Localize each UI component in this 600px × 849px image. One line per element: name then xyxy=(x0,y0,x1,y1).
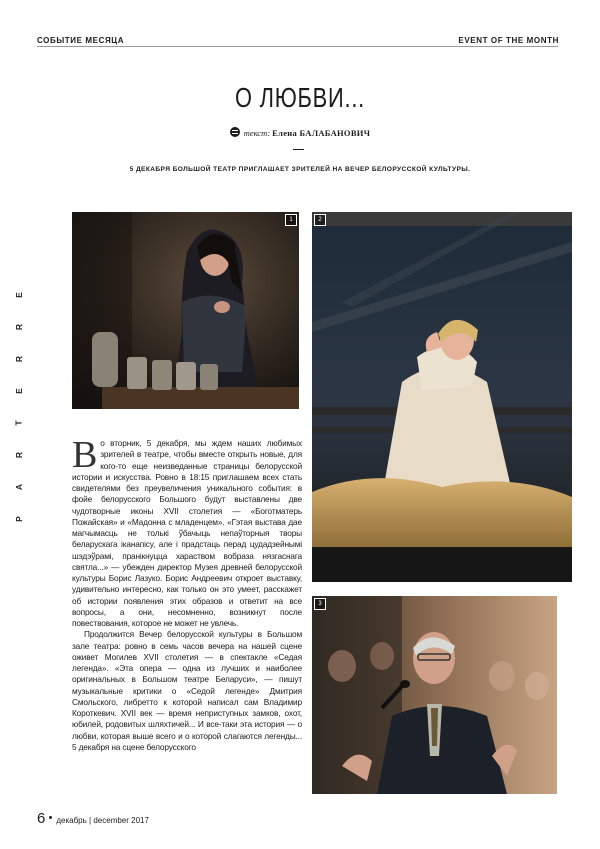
section-label: СОБЫТИЕ МЕСЯЦА xyxy=(37,36,125,45)
page-number: 6 xyxy=(37,810,46,827)
byline-author: Елена БАЛАБАНОВИЧ xyxy=(272,128,371,138)
bullet-dot-icon xyxy=(49,816,52,819)
title-dash xyxy=(293,149,304,150)
article-title: О ЛЮБВИ... xyxy=(234,82,366,113)
side-letter: R xyxy=(13,451,24,459)
side-letter: T xyxy=(13,420,24,426)
photo-number: 1 xyxy=(285,214,297,226)
byline-label: текст: xyxy=(243,128,271,138)
photo-number: 3 xyxy=(314,598,326,610)
paragraph: Продолжится Вечер белорусской культуры в Большом зале театра: ровно в семь часов вечера на нашей сцене оживет Могилев XVII столетия — в спектакле «Седая легенда». «Эта опера — одна из лучших и наиболее оригинальных в Большом театре Беларуси», — пишут музыкальные критики о «Седой легенде» Дмитрия Смольского, либретто к которой написал сам Владимир Короткевич. XVII век — время неприступных замков, охот, юбилей, родовитых шляхтичей... И все-таки эта история — о любви, которая выше всего и о которой слагаются легенды... 5 декабря на сцене белорусского xyxy=(72,629,302,752)
photo-director-speaking xyxy=(312,596,557,794)
paragraph xyxy=(72,434,302,629)
footer-month-en: december 2017 xyxy=(93,816,149,825)
header-divider xyxy=(37,46,558,47)
byline xyxy=(0,127,600,138)
director-speaking-image xyxy=(312,596,557,794)
side-letter: E xyxy=(13,292,24,298)
photo-woman-on-straw xyxy=(312,212,572,582)
side-letter: E xyxy=(13,388,24,394)
text-lines-icon xyxy=(230,127,240,137)
footer-separator: | xyxy=(89,816,92,825)
photo-opera-singer xyxy=(72,212,299,409)
side-letter: R xyxy=(13,355,24,363)
paragraph-text: о вторник, 5 декабря, мы ждем наших любимых зрителей в театре, чтобы вместе открыть новые, для кого-то еще неизведанные страницы белорусской истории и искусства. Ровно в 18:15 приглашаем всех стать свидетелями без преувеличения уникального события: в фойе белорусского Большого будут выставлены две чудотворные иконы XVII столетия — «Боготматерь Пожайская» и «Мадонна с младенцем». «Гэтая выстава дае магчымасць не толькі ўбачыць непаўторныя творы беларускага іканапісу, але і прадстаць перад цудадзейнымі шэдэўрамі, пранікнуцца хараством вобраза нязгаснага святла...» — убежден директор Музея древней белорусской культуры Борис Лазуко. Борис Андреевич откроет выставку, удивительно интересно, как только он это умеет, расскажет об истории появления этих образов и ответит на все вопросы, а они, несомненно, возникнут после повествования, которое не может не увлечь. xyxy=(72,438,302,628)
side-letter: A xyxy=(13,483,24,491)
side-letter: R xyxy=(13,323,24,331)
opera-singer-image xyxy=(72,212,299,409)
woman-on-straw-image xyxy=(312,212,572,582)
drop-cap: В xyxy=(72,434,98,476)
lead-text: 5 ДЕКАБРЯ БОЛЬШОЙ ТЕАТР ПРИГЛАШАЕТ ЗРИТЕЛЕЙ НА ВЕЧЕР БЕЛОРУССКОЙ КУЛЬТУРЫ. xyxy=(129,166,471,173)
vertical-magazine-name xyxy=(14,290,24,524)
photo-number: 2 xyxy=(314,214,326,226)
footer-month: декабрь xyxy=(56,816,87,825)
page-footer xyxy=(37,810,149,827)
side-letter: P xyxy=(13,516,24,522)
section-label-en: EVENT OF THE MONTH xyxy=(458,36,559,45)
article-body xyxy=(72,434,302,753)
